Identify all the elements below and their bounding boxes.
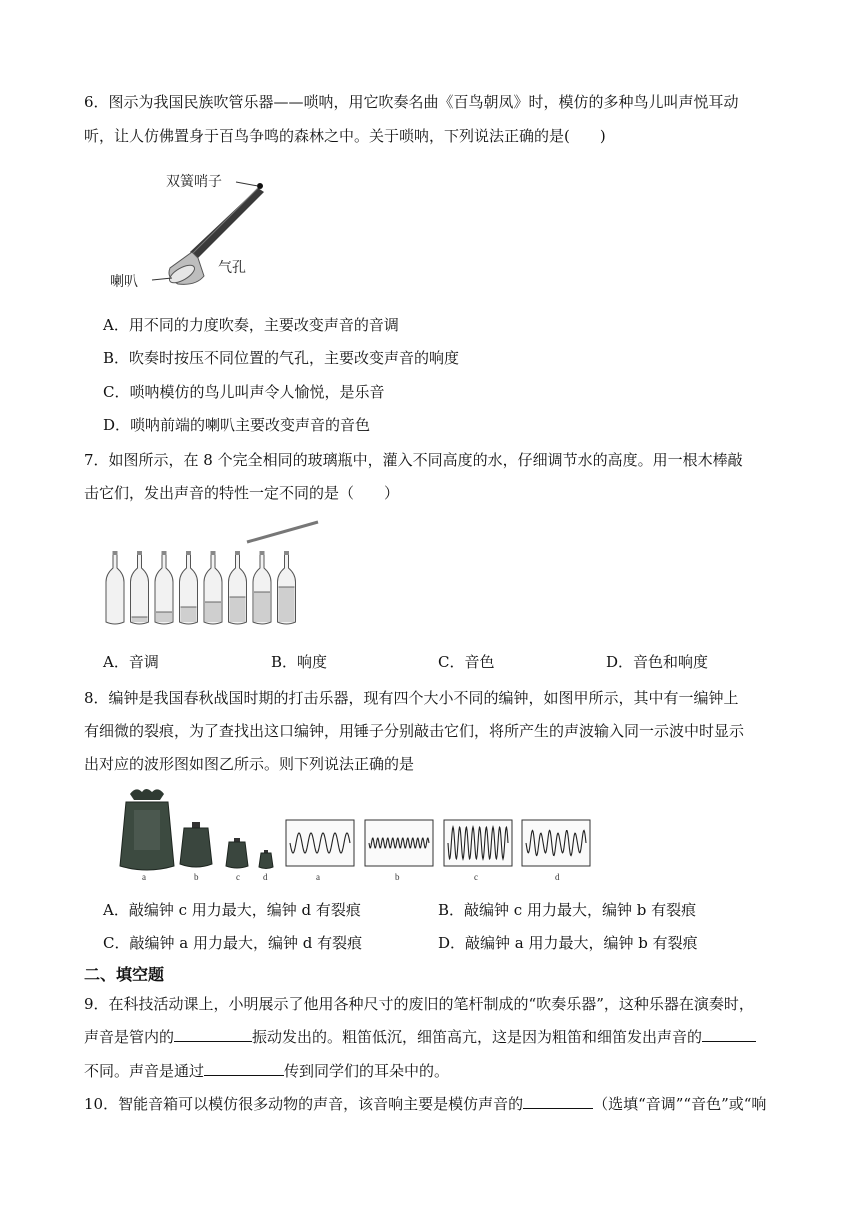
bell-b	[180, 822, 212, 867]
water-7	[254, 592, 270, 622]
q8-option-b: B．敲编钟 c 用力最大，编钟 b 有裂痕	[438, 901, 697, 919]
bell-label-a: a	[142, 872, 146, 882]
section-heading: 二、填空题	[84, 965, 165, 984]
label-reed: 双簧哨子	[166, 174, 222, 190]
q10-part1: 10．智能音箱可以模仿很多动物的声音，该音响主要是模仿声音的	[84, 1095, 524, 1113]
q9-line2-part1: 声音是管内的	[84, 1028, 175, 1046]
q9-text-line2	[84, 1027, 756, 1047]
bottle-1	[106, 551, 124, 624]
bell-label-b: b	[194, 872, 199, 882]
q9-line2-part2: 振动发出的。粗笛低沉，细笛高亢，这是因为粗笛和细笛发出声音的	[252, 1028, 703, 1046]
label-horn: 喇叭	[110, 274, 138, 290]
q9-blank-2[interactable]	[702, 1027, 756, 1042]
q10-part2: （选填“音调”“音色”或“响	[593, 1095, 767, 1113]
q8-option-c: C．敲编钟 a 用力最大，编钟 d 有裂痕	[103, 934, 363, 952]
water-4	[181, 607, 197, 622]
water-5	[205, 602, 221, 622]
q7-text-line2: 击它们，发出声音的特性一定不同的是（ ）	[84, 484, 400, 502]
bottle-4	[180, 551, 198, 624]
q6-text-line2: 听，让人仿佛置身于百鸟争鸣的森林之中。关于唢呐，下列说法正确的是( )	[84, 127, 606, 145]
wave-label-c: c	[474, 872, 478, 882]
q8-text-line3: 出对应的波形图如图乙所示。则下列说法正确的是	[84, 755, 415, 773]
bottle-8	[278, 551, 296, 624]
q6-option-c: C．唢呐模仿的鸟儿叫声令人愉悦，是乐音	[103, 383, 385, 401]
wooden-stick	[247, 522, 318, 542]
bell-label-d: d	[263, 872, 268, 882]
bells-and-waves-figure	[112, 786, 598, 884]
wave-label-a: a	[316, 872, 320, 882]
q10-text-line1	[84, 1094, 766, 1114]
q9-line3-part2: 传到同学们的耳朵中的。	[284, 1062, 450, 1080]
bottle-3	[155, 551, 173, 624]
q8-text-line1: 8．编钟是我国春秋战国时期的打击乐器，现有四个大小不同的编钟，如图甲所示，其中有一编钟上	[84, 689, 739, 707]
suona-body	[190, 188, 264, 258]
q6-option-d: D．唢呐前端的喇叭主要改变声音的音色	[103, 416, 371, 434]
wave-label-b: b	[395, 872, 400, 882]
label-hole: 气孔	[218, 260, 246, 276]
bottles-figure	[100, 518, 330, 630]
bell-a	[120, 789, 174, 870]
bottle-5	[204, 551, 222, 624]
q9-blank-3[interactable]	[204, 1061, 284, 1076]
water-2	[132, 617, 148, 622]
suona-figure	[108, 166, 278, 292]
q7-text-line1: 7．如图所示，在 8 个完全相同的玻璃瓶中，灌入不同高度的水，仔细调节水的高度。用一根木棒敲	[84, 451, 743, 469]
q9-text-line1: 9．在科技活动课上，小明展示了他用各种尺寸的废旧的笔杆制成的“吹奏乐器”，这种乐器在演奏时，	[84, 995, 754, 1013]
water-6	[230, 597, 246, 622]
q6-option-b: B．吹奏时按压不同位置的气孔，主要改变声音的响度	[103, 349, 460, 367]
q7-option-c: C．音色	[438, 653, 495, 671]
q6-text-line1: 6．图示为我国民族吹管乐器——唢呐，用它吹奏名曲《百鸟朝凤》时，模仿的多种鸟儿叫声悦耳动	[84, 93, 739, 111]
bottle-6	[229, 551, 247, 624]
bell-label-c: c	[236, 872, 240, 882]
q9-text-line3	[84, 1061, 449, 1081]
bell-c	[226, 838, 248, 868]
q9-line3-part1: 不同。声音是通过	[84, 1062, 205, 1080]
wave-label-d: d	[555, 872, 560, 882]
q9-blank-1[interactable]	[174, 1027, 252, 1042]
bottle-7	[253, 551, 271, 624]
q7-option-d: D．音色和响度	[606, 653, 709, 671]
q8-text-line2: 有细微的裂痕，为了查找出这口编钟，用锤子分别敲击它们，将所产生的声波输入同一示波中时显示	[84, 722, 745, 740]
water-8	[279, 587, 295, 622]
q7-option-b: B．响度	[271, 653, 328, 671]
q7-option-a: A．音调	[103, 653, 159, 671]
q8-option-a: A．敲编钟 c 用力最大，编钟 d 有裂痕	[103, 901, 361, 919]
q6-option-a: A．用不同的力度吹奏，主要改变声音的音调	[103, 316, 399, 334]
water-3	[156, 612, 172, 622]
q8-option-d: D．敲编钟 a 用力最大，编钟 b 有裂痕	[438, 934, 698, 952]
bottle-2	[131, 551, 149, 624]
q10-blank-1[interactable]	[523, 1094, 593, 1109]
bell-d	[259, 850, 273, 869]
